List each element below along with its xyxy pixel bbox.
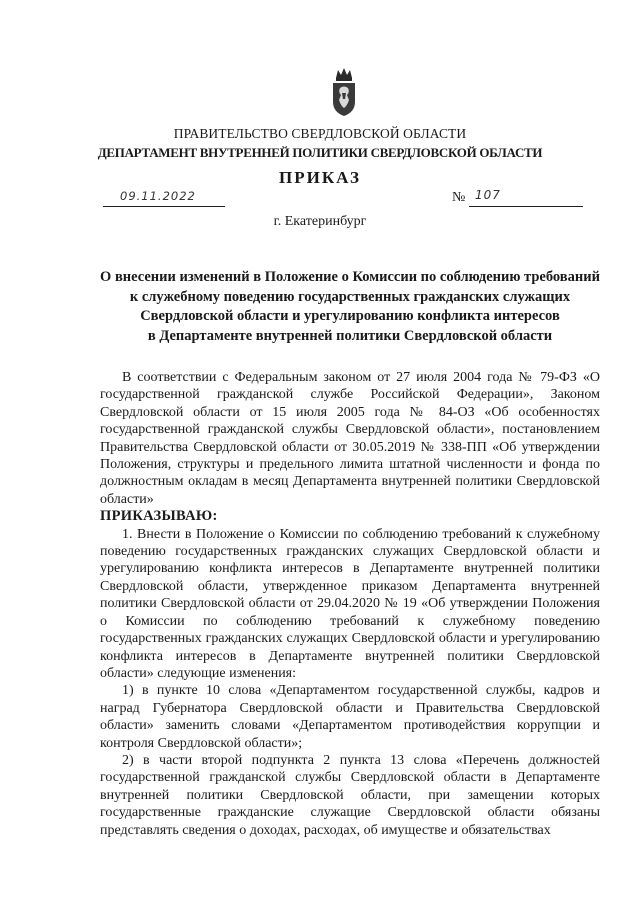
number-field [469,188,583,207]
title-line: О внесении изменений в Положение о Комиссии по соблюдению требований [100,269,600,285]
number-label: № [452,190,466,205]
title-line: к служебному поведению государственных гражданских служащих [129,288,571,305]
date-field [103,188,225,207]
title-line: Свердловской области и урегулированию конфликта интересов [140,308,560,324]
subitem-1-paragraph: 1) в пункте 10 слова «Департаментом государственной службы, кадров и наград Губернатора Свердловской области и Правительства Свердловской области» заменить словами «Департаментом противодействия коррупции и контроля Свердловской области»; [100,683,600,751]
city: г. Екатеринбург [273,214,367,229]
date-value: 09.11.2022 [120,189,196,203]
document-type: ПРИКАЗ [279,168,361,187]
coat-of-arms-icon [328,66,360,118]
document-title [100,268,600,346]
department-name: ДЕПАРТАМЕНТ ВНУТРЕННЕЙ ПОЛИТИКИ СВЕРДЛОВСКОЙ ОБЛАСТИ [97,145,543,160]
title-line: в Департаменте внутренней политики Свердловской области [147,327,553,344]
item-1-paragraph: 1. Внести в Положение о Комиссии по соблюдению требований к служебному поведению государственных гражданских служащих Свердловской области и урегулированию конфликта интересов в Департаменте внутренней политики Свердловской области, утвержденное приказом Департамента внутренней политики Свердловской области от 29.04.2020 № 19 «Об утверждении Положения о Комиссии по соблюдению требований к служебному поведению государственных гражданских служащих Свердловской области и урегулированию конфликта интересов в Департаменте внутренней политики Свердловской области» следующие изменения: [100,526,600,681]
preamble-paragraph: В соответствии с Федеральным законом от 27 июля 2004 года № 79-ФЗ «О государственной гражданской службе Российской Федерации», Законом Свердловской области от 15 июля 2005 года № 84-ОЗ «Об особенностях государственной гражданской службы Свердловской области», постановлением Правительства Свердловской области от 30.05.2019 № 338-ПП «Об утверждении Положения, структуры и предельного лимита штатной численности и фонда по должностным окладам в месяц Департамента внутренней политики Свердловской области» [100,370,600,507]
subitem-2-paragraph: 2) в части второй подпункта 2 пункта 13 слова «Перечень должностей государственной гражданской службы Свердловской области в Департаменте внутренней политики Свердловской области, при замещении которых государственные гражданские служащие Свердловской области обязаны представлять сведения о доходах, расходах, об имуществе и обязательствах [100,752,600,838]
order-word: ПРИКАЗЫВАЮ: [100,508,218,525]
document-body [100,369,600,839]
government-name: ПРАВИТЕЛЬСТВО СВЕРДЛОВСКОЙ ОБЛАСТИ [173,126,467,141]
number-value: 107 [475,188,501,202]
